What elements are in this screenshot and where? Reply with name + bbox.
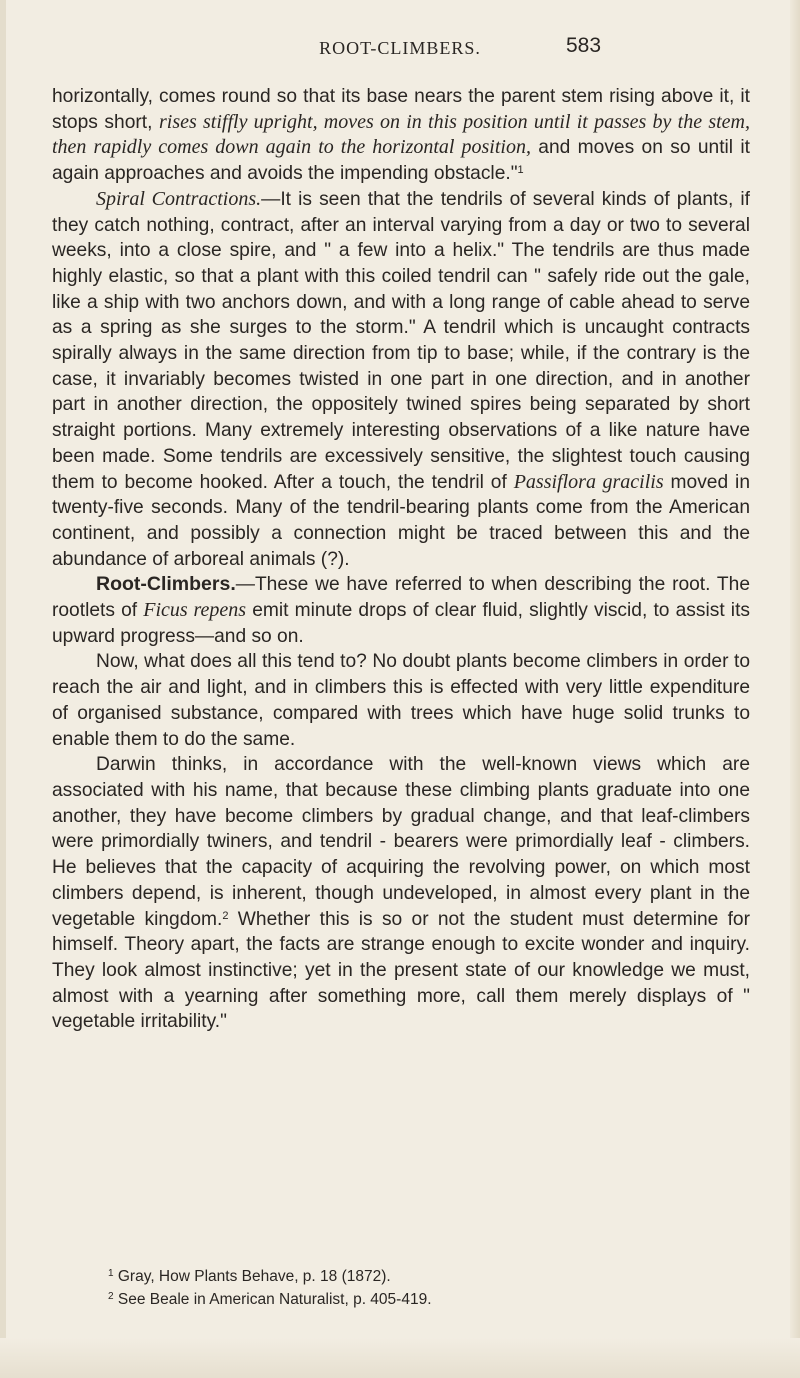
italic-quote: rises stiffly upright, moves on in this position until it passes by the stem, then rapidly comes down again to the horizontal position, [52, 110, 750, 159]
paragraph-darwin [52, 752, 750, 1035]
species-name: Ficus repens [143, 599, 247, 622]
text-run: —These we have referred to when describing the root. The rootlets of [52, 574, 750, 622]
page-edge-right [790, 0, 800, 1378]
footnote-1 [108, 1266, 668, 1288]
footnote-mark: 2 [108, 1291, 114, 1302]
text-run: and moves on so until it again approaches and avoids the impending obstacle." [52, 137, 750, 185]
paragraph-continuation [52, 84, 750, 187]
paragraph-now-what: Now, what does all this tend to? No doubt plants become climbers in order to reach the air and light, and in climbers this is effected with very little expenditure of organised substance, compared with trees which have huge solid trunks to enable them to do the same. [52, 651, 750, 750]
footnote-text: Gray, How Plants Behave, p. 18 (1872). [117, 1268, 391, 1285]
text-run: Darwin thinks, in accordance with the well-known views which are associated with his name, that because these climbing plants graduate into one another, they have become climbers by gradual change, and that leaf-climbers were primordially twiners, and tendril - bearers were primordially leaf - climbers. He believes that the capacity of acquiring the revolving power, on which most climbers depend, is inherent, though undeveloped, in almost every plant in the vegetable kingdom. [52, 754, 750, 930]
page-number: 583 [566, 34, 602, 57]
running-title: ROOT-CLIMBERS. [319, 38, 481, 58]
body-text [52, 84, 750, 1035]
running-head [0, 30, 800, 64]
section-heading-italic: Spiral Contractions. [96, 187, 262, 210]
footnote-reference: 1 [517, 164, 524, 177]
footnote-2 [108, 1289, 668, 1311]
section-heading-bold: Root-Climbers. [96, 573, 236, 596]
text-run: emit minute drops of clear fluid, slightly viscid, to assist its upward progress—and so on. [52, 600, 750, 647]
footnote-text: See Beale in American Naturalist, p. 405-419. [117, 1291, 432, 1308]
page-edge-bottom [0, 1338, 800, 1378]
paragraph-spiral-contractions [52, 187, 750, 573]
species-name: Passiflora gracilis [513, 470, 664, 493]
text-run: moved in twenty-five seconds. Many of the tendril-bearing plants come from the American continent, and possibly a connection might be traced between this and the abundance of arboreal animals (?). [52, 471, 750, 570]
footnote-mark: 1 [108, 1268, 114, 1279]
page-edge-left [0, 0, 6, 1378]
text-run: horizontally, comes round so that its base nears the parent stem rising above it, it stops short, [52, 86, 750, 133]
text-run: —It is seen that the tendrils of several kinds of plants, if they catch nothing, contract, after an interval varying from a day or two to several weeks, into a close spire, and " a few into a helix." The tendrils are thus made highly elastic, so that a plant with this coiled tendril can " safely ride out the gale, like a ship with two anchors down, and with a long range of cable ahead to serve as a spring as she surges to the storm." A tendril which is uncaught contracts spirally always in the same direction from tip to base; while, if the contrary is the case, it invariably becomes twisted in one part in one direction, and in another part in another direction, the oppositely twined spires being separated by short straight portions. Many extremely interesting observations of a like nature have been made. Some tendrils are excessively sensitive, the slightest touch causing them to become hooked. After a touch, the tendril of [52, 188, 750, 493]
paragraph-root-climbers [52, 572, 750, 649]
text-run: Whether this is so or not the student must determine for himself. Theory apart, the facts are strange enough to excite wonder and inquiry. They look almost instinctive; yet in the present state of our knowledge we must, almost with a yearning after something more, call them merely displays of " vegetable irritability." [52, 908, 750, 1033]
footnote-reference: 2 [222, 909, 229, 922]
